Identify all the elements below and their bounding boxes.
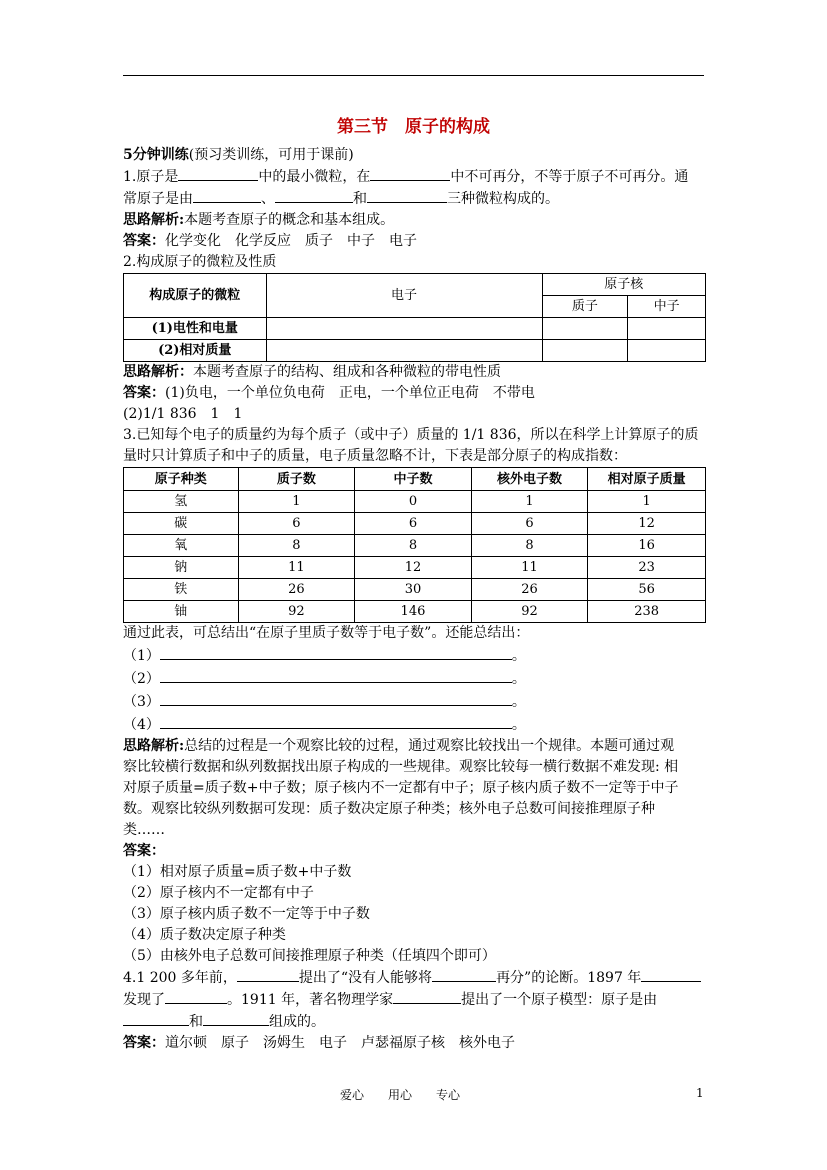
table-cell: 23: [588, 557, 706, 579]
table-row: [124, 557, 706, 579]
q3-summary: 通过此表，可总结出“在原子里质子数等于电子数”。还能总结出：: [123, 625, 530, 641]
table-row-label: (1)电性和电量: [124, 318, 267, 340]
q1-blank-1[interactable]: [178, 166, 258, 181]
q2-heading: 2.构成原子的微粒及性质: [123, 254, 277, 270]
q4-blank-4[interactable]: [165, 989, 227, 1004]
q1-text: 、: [261, 191, 275, 207]
table-cell: 16: [588, 535, 706, 557]
answer-blank[interactable]: [160, 690, 512, 706]
table-cell: 92: [238, 601, 355, 623]
table-cell: 氢: [124, 491, 239, 513]
q2-analysis: [123, 362, 706, 383]
intro-rest: (预习类训练，可用于课前): [188, 147, 354, 163]
q4-blank-2[interactable]: [432, 967, 496, 982]
q4-answer: [123, 1033, 706, 1054]
table-cell-empty[interactable]: [542, 340, 628, 362]
q1-text: 1.原子是: [123, 169, 179, 185]
table-row: [124, 535, 706, 557]
blank-end: 。: [511, 717, 526, 733]
q3-answer-item: （4）质子数决定原子种类: [123, 927, 286, 943]
atom-composition-table: [123, 467, 706, 623]
table-cell: 8: [355, 535, 472, 557]
q3-answer-item: （5）由核外电子总数可间接推理原子种类（任填四个即可）: [123, 948, 496, 964]
q3-analysis-line: 类……: [123, 822, 165, 838]
table-cell: 6: [238, 513, 355, 535]
q3-analysis-line: 察比较横行数据和纵列数据找出原子构成的一些规律。观察比较每一横行数据不难发现: 相: [123, 759, 679, 775]
q2-answer: [123, 383, 706, 404]
q4-text: 。1911 年，著名物理学家: [227, 992, 394, 1008]
q4-blank-5[interactable]: [393, 989, 461, 1004]
q3-line1: 3.已知每个电子的质量约为每个质子（或中子）质量的 1/1 836，所以在科学上计算原子的质: [123, 427, 699, 443]
q4-line3: [123, 1011, 706, 1033]
q4-text: 提出了一个原子模型：原子是由: [461, 992, 658, 1008]
table-cell: 238: [588, 601, 706, 623]
table-cell: 钠: [124, 557, 239, 579]
q3-answer-item: （3）原子核内质子数不一定等于中子数: [123, 906, 370, 922]
q3-answer-label: 答案：: [123, 843, 165, 859]
q1-text: 中不可再分，不等于原子不可再分。通: [450, 169, 689, 185]
table-header-cell: 原子种类: [124, 468, 239, 491]
q4-blank-1[interactable]: [237, 967, 299, 982]
table-header-nucleus: 原子核: [542, 274, 705, 296]
table-header-cell: 质子数: [238, 468, 355, 491]
q1-text: 三种微粒构成的。: [447, 191, 559, 207]
table-cell: 1: [588, 491, 706, 513]
blank-number: （1）: [123, 648, 160, 664]
table-cell: 11: [238, 557, 355, 579]
q1-text: 和: [353, 191, 367, 207]
table-cell: 8: [471, 535, 588, 557]
answer-blank[interactable]: [160, 644, 512, 660]
q3-blank-line: [123, 690, 706, 713]
table-cell-empty[interactable]: [542, 318, 628, 340]
table-cell: 碳: [124, 513, 239, 535]
intro-line: [123, 145, 706, 166]
table-cell: 铀: [124, 601, 239, 623]
analysis-text: 总结的过程是一个观察比较的过程，通过观察比较找出一个规律。本题可通过观: [184, 738, 675, 754]
table-cell: 12: [355, 557, 472, 579]
table-cell-empty[interactable]: [266, 318, 542, 340]
table-cell-empty[interactable]: [266, 340, 542, 362]
analysis-label: 思路解析:: [123, 212, 185, 228]
blank-number: （2）: [123, 671, 160, 687]
table-header-particle: 构成原子的微粒: [124, 274, 267, 318]
q4-blank-7[interactable]: [203, 1011, 269, 1026]
q4-blank-3[interactable]: [641, 967, 701, 982]
answer-label: 答案：: [123, 233, 165, 249]
table-cell: 11: [471, 557, 588, 579]
q4-line2: [123, 989, 706, 1011]
answer-blank[interactable]: [160, 713, 512, 729]
table-header-cell: 中子数: [355, 468, 472, 491]
q4-line1: [123, 967, 706, 989]
answer-text: 道尔顿 原子 汤姆生 电子 卢瑟福原子核 核外电子: [165, 1035, 515, 1051]
document-body: [123, 145, 706, 1054]
table-cell: 1: [238, 491, 355, 513]
table-row-label: (2)相对质量: [124, 340, 267, 362]
page-number: 1: [696, 1086, 704, 1100]
table-cell: 26: [238, 579, 355, 601]
table-cell: 0: [355, 491, 472, 513]
q3-line2: 量时只计算质子和中子的质量，电子质量忽略不计，下表是部分原子的构成指数：: [123, 448, 627, 464]
blank-number: （4）: [123, 717, 160, 733]
blank-end: 。: [511, 694, 526, 710]
footer-slogan: 爱心 用心 专心: [340, 1088, 461, 1102]
q4-text: 提出了“没有人能够将: [298, 970, 433, 986]
q1-answer: [123, 231, 706, 252]
q1-text: 常原子是由: [123, 191, 193, 207]
blank-number: （3）: [123, 694, 160, 710]
intro-bold: 5分钟训练: [123, 147, 189, 163]
analysis-text: 本题考查原子的结构、组成和各种微粒的带电性质: [193, 364, 501, 380]
q3-analysis-line: 对原子质量=质子数+中子数；原子核内不一定都有中子；原子核内质子数不一定等于中子: [123, 780, 679, 796]
table-header-proton: 质子: [542, 296, 628, 318]
q1-blank-5[interactable]: [367, 188, 447, 203]
q1-blank-2[interactable]: [370, 166, 450, 181]
table-cell: 26: [471, 579, 588, 601]
particle-table: [123, 273, 706, 362]
table-cell: 12: [588, 513, 706, 535]
answer-text: 化学变化 化学反应 质子 中子 电子: [165, 233, 417, 249]
q4-text: 组成的。: [269, 1014, 325, 1030]
table-cell-empty[interactable]: [628, 318, 706, 340]
q3-blank-line: [123, 667, 706, 690]
table-cell: 6: [471, 513, 588, 535]
table-cell: 56: [588, 579, 706, 601]
q4-text: 和: [189, 1014, 203, 1030]
table-header-cell: 相对原子质量: [588, 468, 706, 491]
answer-text: (1)负电，一个单位负电荷 正电，一个单位正电荷 不带电: [165, 385, 535, 401]
analysis-text: 本题考查原子的概念和基本组成。: [184, 212, 395, 228]
q1-blank-3[interactable]: [193, 188, 261, 203]
q1-analysis: [123, 210, 706, 231]
q2-answer-2: (2)1/1 836 1 1: [123, 406, 243, 422]
q3-answer-item: （2）原子核内不一定都有中子: [123, 885, 314, 901]
q3-analysis: [123, 736, 706, 757]
table-cell-empty[interactable]: [628, 340, 706, 362]
analysis-label: 思路解析:: [123, 738, 185, 754]
q1-line2: [123, 188, 706, 210]
table-cell: 氧: [124, 535, 239, 557]
blank-end: 。: [511, 671, 526, 687]
table-row: [124, 513, 706, 535]
q3-answer-item: （1）相对原子质量=质子数+中子数: [123, 864, 352, 880]
answer-label: 答案：: [123, 385, 165, 401]
q1-line1: [123, 166, 706, 188]
q4-text: 4.1 200 多年前，: [123, 970, 237, 986]
analysis-label: 思路解析：: [123, 364, 193, 380]
table-header-neutron: 中子: [628, 296, 706, 318]
table-row: [124, 579, 706, 601]
q1-blank-4[interactable]: [275, 188, 353, 203]
q3-blank-line: [123, 644, 706, 667]
table-header-electron: 电子: [266, 274, 542, 318]
table-cell: 8: [238, 535, 355, 557]
table-cell: 92: [471, 601, 588, 623]
table-row: [124, 491, 706, 513]
table-row: [124, 601, 706, 623]
header-rule: [123, 75, 704, 76]
q4-blank-6[interactable]: [123, 1011, 189, 1026]
blank-end: 。: [511, 648, 526, 664]
q3-blank-line: [123, 713, 706, 736]
q1-text: 中的最小微粒，在: [258, 169, 371, 185]
page-title: 第三节 原子的构成: [337, 117, 490, 137]
answer-label: 答案：: [123, 1035, 165, 1051]
table-header-cell: 核外电子数: [471, 468, 588, 491]
q3-blank-list: [123, 644, 706, 736]
table-cell: 6: [355, 513, 472, 535]
q4-text: 再分”的论断。1897 年: [496, 970, 642, 986]
q3-analysis-line: 数。观察比较纵列数据可发现：质子数决定原子种类；核外电子总数可间接推理原子种: [123, 801, 655, 817]
table-cell: 30: [355, 579, 472, 601]
answer-blank[interactable]: [160, 667, 512, 683]
table-cell: 146: [355, 601, 472, 623]
q4-text: 发现了: [123, 992, 165, 1008]
table-cell: 铁: [124, 579, 239, 601]
table-cell: 1: [471, 491, 588, 513]
